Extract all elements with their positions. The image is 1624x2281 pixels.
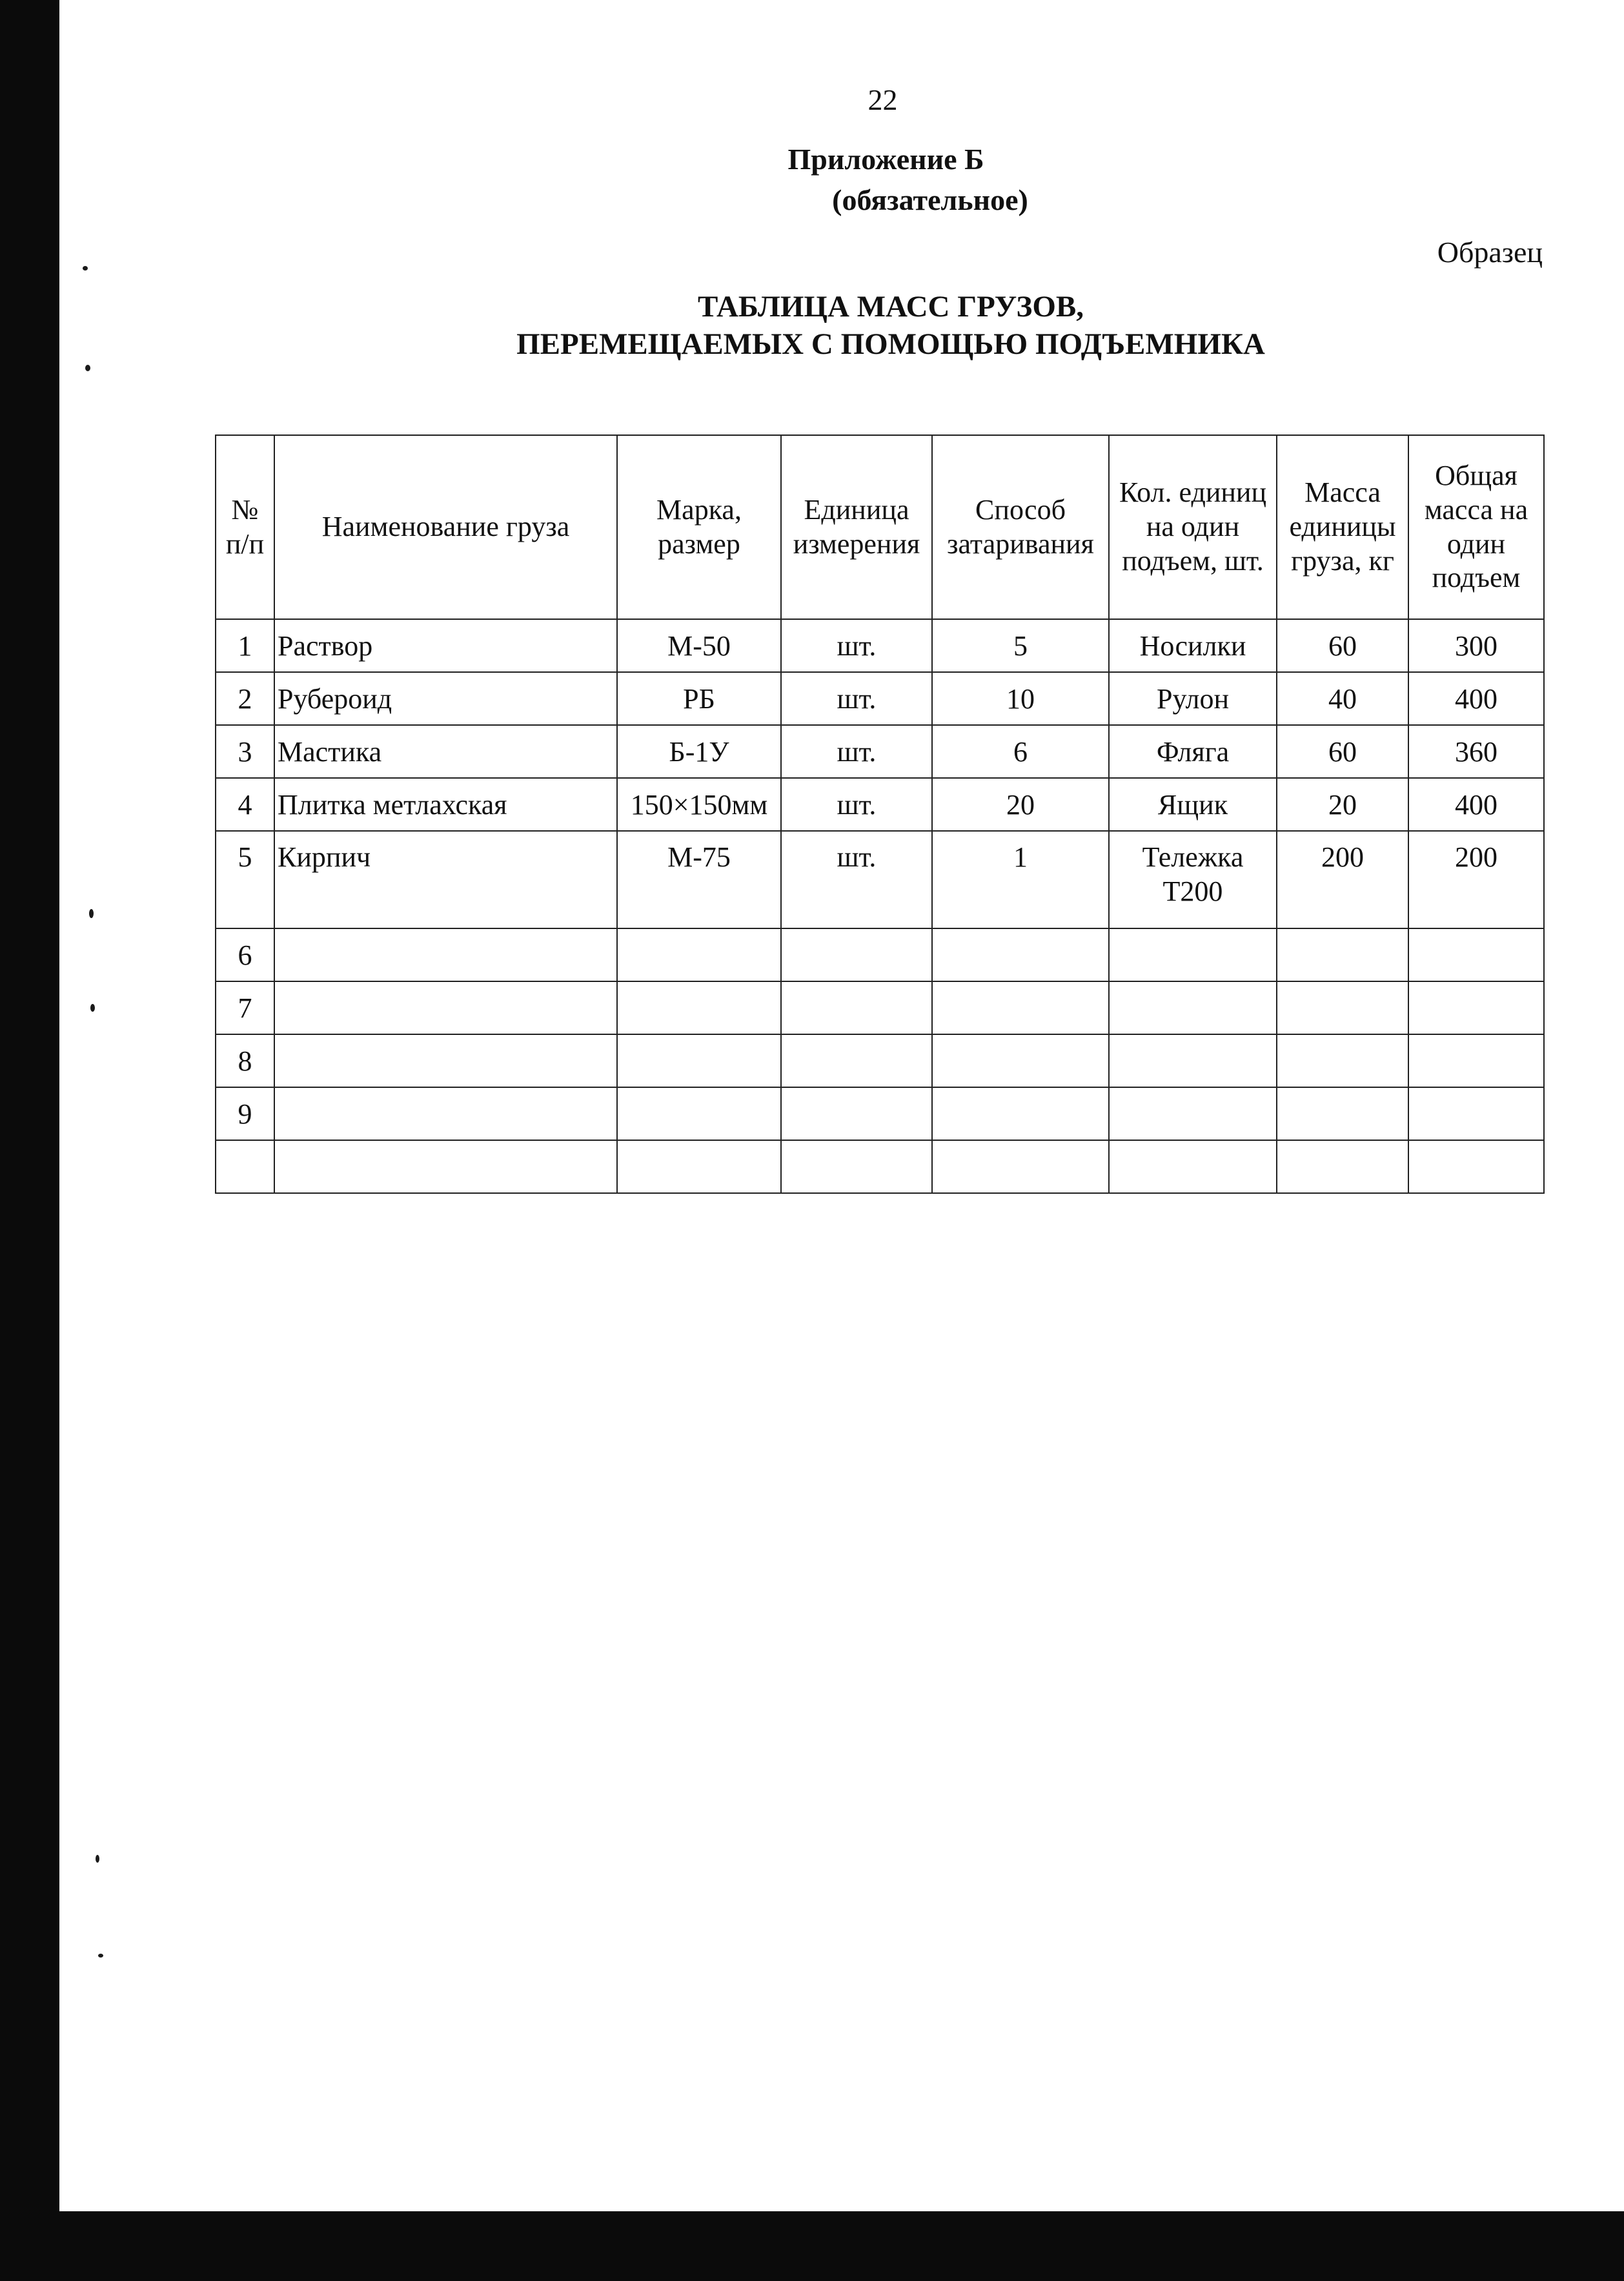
cargo-name-cell: Рубероид [274,672,617,725]
brand-size-cell: РБ [617,672,781,725]
packing-method-cell [932,928,1109,981]
unit-mass-cell [1277,981,1408,1034]
units-per-lift-cell [1109,981,1277,1034]
units-per-lift-cell [1109,1087,1277,1140]
brand-size-cell [617,1140,781,1193]
cargo-name-cell: Плитка метлахская [274,778,617,831]
packing-method-cell [932,1034,1109,1087]
brand-size-cell: М-50 [617,619,781,672]
unit-cell [781,981,932,1034]
document-title-line-1: ТАБЛИЦА МАСС ГРУЗОВ, [697,290,1084,323]
unit-mass-cell: 200 [1277,831,1408,928]
unit-cell: шт. [781,831,932,928]
packing-method-cell: 20 [932,778,1109,831]
unit-cell: шт. [781,778,932,831]
total-mass-cell: 400 [1408,672,1544,725]
total-mass-cell: 400 [1408,778,1544,831]
row-number-cell: 5 [216,831,274,928]
table-row [216,672,1544,725]
brand-size-cell: 150×150мм [617,778,781,831]
unit-mass-cell [1277,1140,1408,1193]
column-header-number: № п/п [216,435,274,619]
row-number-cell: 1 [216,619,274,672]
units-per-lift-cell: Тележка Т200 [1109,831,1277,928]
brand-size-cell [617,1034,781,1087]
table-row [216,981,1544,1034]
packing-method-cell: 5 [932,619,1109,672]
packing-method-cell [932,1140,1109,1193]
unit-cell [781,1140,932,1193]
total-mass-cell: 200 [1408,831,1544,928]
scan-speck [98,1954,103,1958]
unit-mass-cell: 40 [1277,672,1408,725]
appendix-title: Приложение Б [787,143,984,176]
cargo-name-cell [274,928,617,981]
page-number: 22 [868,83,898,116]
cargo-name-cell [274,1087,617,1140]
row-number-cell: 7 [216,981,274,1034]
total-mass-cell [1408,928,1544,981]
brand-size-cell [617,1087,781,1140]
total-mass-cell: 300 [1408,619,1544,672]
unit-mass-cell: 60 [1277,619,1408,672]
table-row [216,1034,1544,1087]
table-row [216,619,1544,672]
units-per-lift-cell: Ящик [1109,778,1277,831]
total-mass-cell [1408,1140,1544,1193]
unit-mass-cell: 20 [1277,778,1408,831]
units-per-lift-cell [1109,1140,1277,1193]
unit-mass-cell [1277,1087,1408,1140]
scan-speck [89,909,94,918]
row-number-cell: 9 [216,1087,274,1140]
packing-method-cell: 1 [932,831,1109,928]
column-header-unit: Единица измерения [781,435,932,619]
scan-speck [83,266,88,271]
row-number-cell: 3 [216,725,274,778]
unit-cell: шт. [781,672,932,725]
table-row [216,831,1544,928]
table-row [216,928,1544,981]
total-mass-cell [1408,1034,1544,1087]
total-mass-cell [1408,981,1544,1034]
cargo-name-cell: Мастика [274,725,617,778]
column-header-brand-size: Марка, размер [617,435,781,619]
unit-mass-cell [1277,928,1408,981]
unit-cell: шт. [781,725,932,778]
scan-speck [96,1855,99,1863]
units-per-lift-cell [1109,1034,1277,1087]
packing-method-cell: 10 [932,672,1109,725]
appendix-subtitle: (обязательное) [832,183,1028,216]
unit-mass-cell [1277,1034,1408,1087]
sample-label: Образец [1437,236,1543,269]
table-row [216,1087,1544,1140]
row-number-cell: 8 [216,1034,274,1087]
unit-cell [781,1034,932,1087]
unit-cell [781,1087,932,1140]
row-number-cell: 6 [216,928,274,981]
cargo-name-cell: Раствор [274,619,617,672]
unit-mass-cell: 60 [1277,725,1408,778]
units-per-lift-cell [1109,928,1277,981]
unit-cell: шт. [781,619,932,672]
column-header-packing-method: Способ затаривания [932,435,1109,619]
table-header-row [216,435,1544,619]
column-header-units-per-lift: Кол. единиц на один подъем, шт. [1109,435,1277,619]
column-header-total-mass: Общая масса на один подъем [1408,435,1544,619]
packing-method-cell [932,981,1109,1034]
column-header-unit-mass: Масса единицы груза, кг [1277,435,1408,619]
cargo-mass-table [215,435,1545,1194]
scan-speck [85,365,90,371]
cargo-name-cell [274,1140,617,1193]
table-row [216,725,1544,778]
table-row [216,1140,1544,1193]
unit-cell [781,928,932,981]
brand-size-cell: М-75 [617,831,781,928]
total-mass-cell: 360 [1408,725,1544,778]
cargo-name-cell [274,981,617,1034]
packing-method-cell [932,1087,1109,1140]
brand-size-cell [617,981,781,1034]
units-per-lift-cell: Рулон [1109,672,1277,725]
packing-method-cell: 6 [932,725,1109,778]
row-number-cell: 4 [216,778,274,831]
total-mass-cell [1408,1087,1544,1140]
row-number-cell [216,1140,274,1193]
column-header-cargo-name: Наименование груза [274,435,617,619]
cargo-name-cell: Кирпич [274,831,617,928]
units-per-lift-cell: Фляга [1109,725,1277,778]
scan-speck [90,1004,95,1012]
document-title-line-2: ПЕРЕМЕЩАЕМЫХ С ПОМОЩЬЮ ПОДЪЕМНИКА [516,327,1265,361]
scan-border-bottom [0,2211,1624,2281]
units-per-lift-cell: Носилки [1109,619,1277,672]
row-number-cell: 2 [216,672,274,725]
table-row [216,778,1544,831]
brand-size-cell [617,928,781,981]
brand-size-cell: Б-1У [617,725,781,778]
cargo-name-cell [274,1034,617,1087]
